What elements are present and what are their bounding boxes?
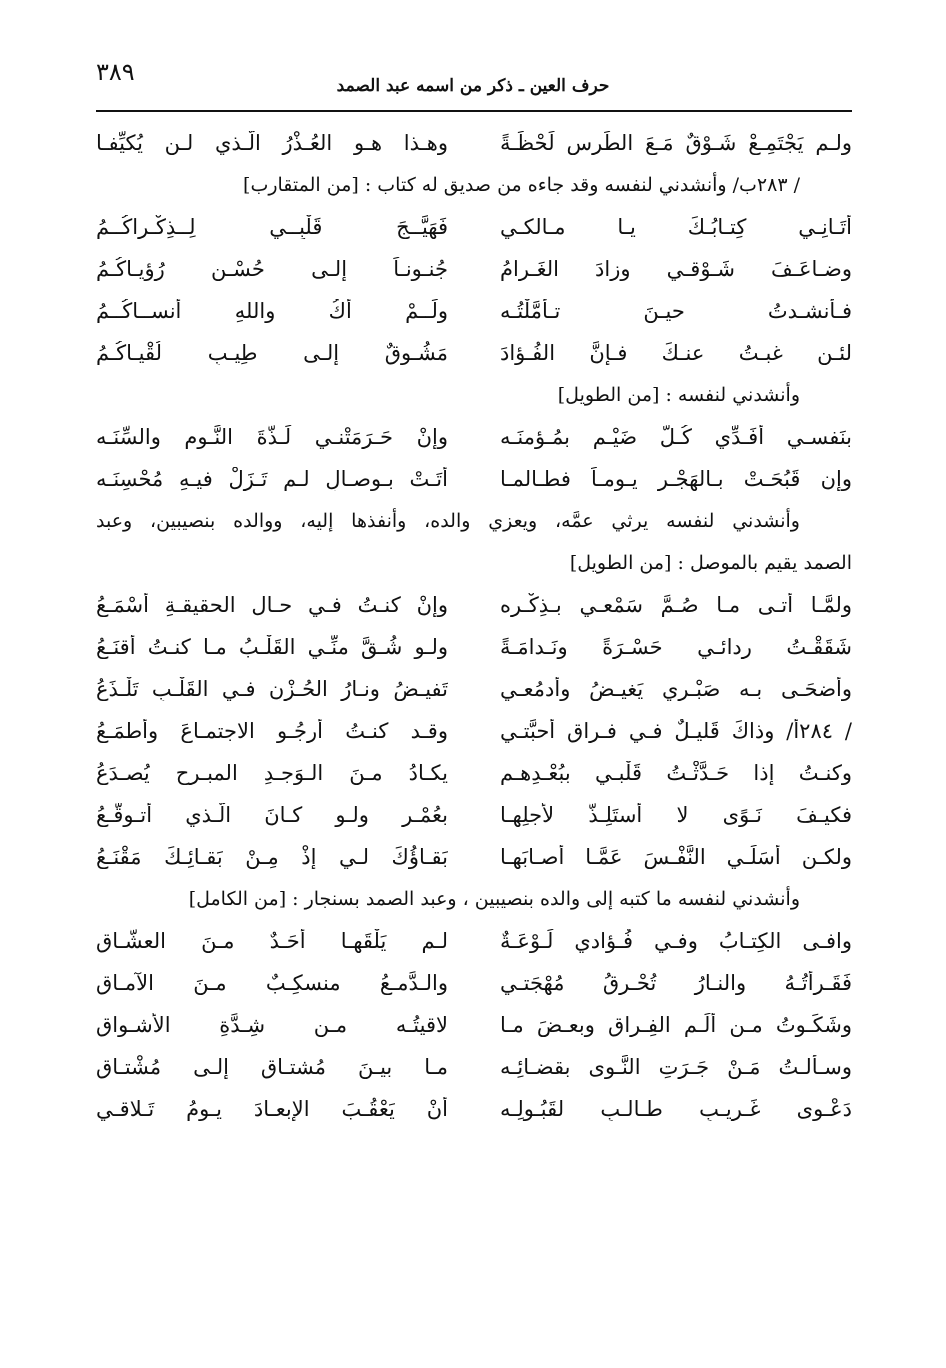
header-rule [96,110,852,112]
verse-line [96,206,852,248]
verse-second-hemistich: أنْ يَعْقُـبَ الإبعـادَ يـومُ تَـلاقـي [96,1097,448,1121]
verse-second-hemistich: وإنْ حَـرَمَتْنـي لَـذَّةَ النَّـومِ والسِّنَـه [96,425,448,449]
verse-second-hemistich: لاقيتُـه مـن شِـدَّةِ الأشـواقِ [96,1013,448,1037]
verse-line [96,1004,852,1046]
verse-line [96,584,852,626]
verse-second-hemistich: يكـادُ مـنَ الـوَجـدِ المبـرِحِ يُصـدَعُ [96,761,448,785]
verse-second-hemistich: بَقـاؤُكَ لـي إذْ مِـنْ بَقـائِـكَ مَقْنَـعُ [96,845,448,869]
running-title: حرف العين ـ ذكر من اسمه عبد الصمد [336,76,610,96]
verse-first-hemistich: وإن قَبُحَـتْ بـالهَجْـرِ يـومـاً فطـالمـا [500,467,852,491]
verse-line [96,122,852,164]
verse-line [96,1088,852,1130]
verse-second-hemistich: وقـد كنـتُ أرجُـو الاجتمـاعَ وأطمَـعُ [96,719,448,743]
verse-second-hemistich: أتَـتْ بـوصـالٍ لـم تَـزَلْ فيـهِ مُحْسِنَـه [96,467,448,491]
verse-second-hemistich: تَفيـضُ ونـارُ الحُـزْنِ فـي القَلْـبِ تَلْـذَعُ [96,677,448,701]
verse-line [96,458,852,500]
verse-line [96,626,852,668]
verse-second-hemistich: لـم يَلْقَهـا أحَـدٌ مـنَ العشَّـاقِ [96,929,448,953]
verse-first-hemistich: فـأنشـدتُ حيـنَ تـأمَّلْتُـه [500,299,852,323]
verse-line [96,416,852,458]
verse-line [96,710,852,752]
verse-line [96,920,852,962]
verse-line [96,962,852,1004]
verse-line [96,752,852,794]
verse-first-hemistich: وشَكَـوتُ مـن ألَـمِ الفِـراقِ وبعـضَ مـا [500,1013,852,1037]
verse-second-hemistich: فَهَيَّــجَ قَلْبِــي لِــذِكْـراكُــمُ [96,215,448,239]
verse-first-hemistich: وضـاعَـفَ شَـوْقـي وزادَ الغَـرامُ [500,257,852,281]
verse-second-hemistich: بعُمْـرٍ ولـو كـانَ الَّـذي أتـوقَّـعُ [96,803,448,827]
verse-first-hemistich: / ٢٨٤أ/ وذاكَ قَليـلٌ فـي فـراقِ أحبَّتـي [500,719,852,743]
page-body [96,122,852,1130]
prose-line: / ٢٨٣ب/ وأنشدني لنفسه وقد جاءه من صديق له كتاب : [من المتقارب] [243,174,800,196]
verse-first-hemistich: شَقَقْـتُ ردائـي حَسْـرَةً ونَـدامَـةً [500,635,852,659]
verse-line [96,332,852,374]
verse-second-hemistich: جُنـونـاً إلـى حُسْـنِ رُؤيـاكُـمُ [96,257,448,281]
verse-first-hemistich: ولمَّـا أتـى مـا صُـمَّ سَمْعـي بـذِكْـرِه [500,593,852,617]
verse-first-hemistich: وافـى الكِتـابُ وفـي فُـؤادي لَـوْعَـةٌ [500,929,852,953]
verse-second-hemistich: والـدَّمـعُ منسكِـبٌ مـنَ الآمـاقِ [96,971,448,995]
verse-second-hemistich: مَشُـوقٌ إلـى طِيـبِ لُقْيـاكُـمُ [96,341,448,365]
verse-line [96,794,852,836]
prose-line: الصمد يقيم بالموصل : [من الطويل] [569,552,852,574]
verse-line [96,1046,852,1088]
prose-line: وأنشدني لنفسه ما كتبه إلى والده بنصيبين ، وعبد الصمد بسنجار : [من الكامل] [188,888,800,910]
verse-first-hemistich: وكنـتُ إذا حَـدَّثْـتُ قَلْبـي ببُعْـدِهـم [500,761,852,785]
prose-line: وأنشدني لنفسه يرثي عمَّه، ويعزي والده، وأنفذها إليه، ووالده بنصيبين، وعبد [96,510,800,532]
verse-first-hemistich: أتَـانِـي كِتـابُـكَ يـا مـالكـي [500,215,852,239]
page-number: ٣٨٩ [96,58,135,86]
prose-line: وأنشدني لنفسه : [من الطويل] [557,384,800,406]
verse-first-hemistich: فكيـفَ نَـوًى لا أستَلِـذُّ لأجلِهـا [500,803,852,827]
verse-first-hemistich: ولـم يَجْتَمِـعْ شَـوْقٌ مَـعَ الطِّرسِ لَحْظَـةً [500,131,852,155]
verse-line [96,290,852,332]
verse-first-hemistich: دَعْـوى غَـريـبٍ طـالـبٍ لقَبُـولِـه [500,1097,852,1121]
verse-first-hemistich: لئـن غبـتُ عنـكَ فـإنَّ الفُـؤادَ [500,341,852,365]
verse-line [96,668,852,710]
verse-first-hemistich: وسـألـتُ مَـنْ جَـرَتِ النَّـوى بقضـائِـه [500,1055,852,1079]
verse-second-hemistich: وهـذا هـو العُـذْرُ الَّـذي لـن يُكيِّفـا [96,131,448,155]
verse-first-hemistich: وأضحَـى بـه صَبْـري يَغيـضُ وأدمُعـي [500,677,852,701]
verse-first-hemistich: بنَفسـي أُفَـدِّي كُـلَّ ضَيْـمٍ بمُـؤمنَـه [500,425,852,449]
verse-second-hemistich: ولَــمْ أكُ واللهِ أنســاكُــمُ [96,299,448,323]
verse-second-hemistich: ولـو شُـقَّ منِّـي القَلْـبُ مـا كنـتُ أقنَـعُ [96,635,448,659]
verse-first-hemistich: فَقَـرأتُـهُ والنـارُ تُحْـرِقُ مُهْجَتـي [500,971,852,995]
verse-line [96,248,852,290]
verse-first-hemistich: ولكـن أُسَلِّـي النَّفْـسَ عَمَّـا أصـابَهـا [500,845,852,869]
verse-second-hemistich: مـا بيـنَ مُشتـاقٍ إلـى مُشْتـاقِ [96,1055,448,1079]
verse-second-hemistich: وإنْ كنـتُ فـي حـالِ الحقيقـةِ أسْمَـعُ [96,593,448,617]
verse-line [96,836,852,878]
